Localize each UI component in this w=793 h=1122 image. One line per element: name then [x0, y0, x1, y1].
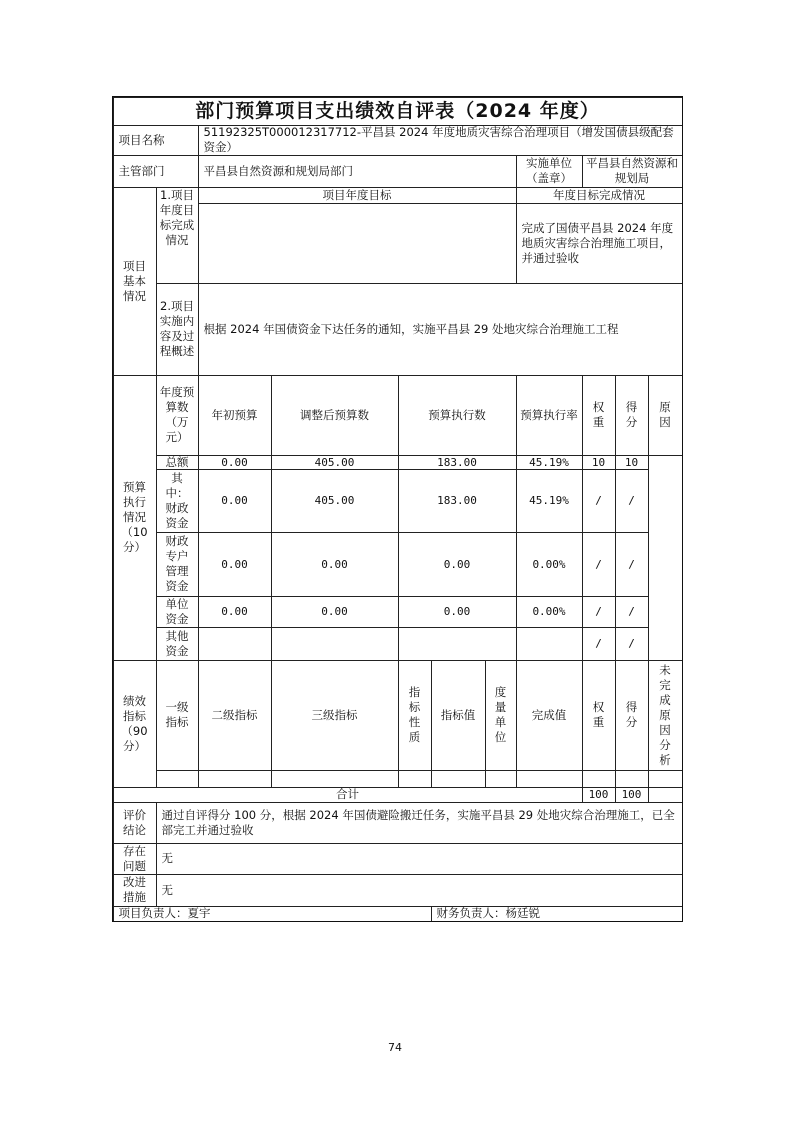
content-section-label: 2.项目实施内容及过程概述	[156, 283, 199, 376]
row-weight: /	[582, 469, 616, 533]
row-executed: 0.00	[398, 532, 517, 597]
dept-value: 平昌县自然资源和规划局部门	[198, 155, 517, 188]
perf-header-target: 指标值	[431, 660, 486, 771]
budget-header-weight: 权重	[582, 375, 616, 456]
row-rate: 45.19%	[516, 469, 583, 533]
finance-lead: 财务负责人：杨廷锐	[431, 906, 683, 922]
row-score: /	[615, 596, 649, 628]
row-adjusted: 0.00	[271, 532, 399, 597]
row-executed	[398, 627, 517, 661]
empty-cell	[516, 770, 583, 788]
row-weight: 10	[582, 455, 616, 470]
perf-header-score: 得分	[615, 660, 649, 771]
impl-unit-label: 实施单位（盖章）	[516, 155, 583, 188]
empty-cell	[485, 770, 517, 788]
measures-label: 改进措施	[113, 874, 157, 907]
row-score: 10	[615, 455, 649, 470]
row-adjusted: 0.00	[271, 596, 399, 628]
done-value: 完成了国债平昌县 2024 年度地质灾害综合治理施工项目，并通过验收	[516, 203, 683, 284]
row-executed: 183.00	[398, 469, 517, 533]
row-adjusted: 405.00	[271, 455, 399, 470]
empty-cell	[156, 770, 199, 788]
project-name-value: 51192325T000012317712-平昌县 2024 年度地质灾害综合治理项目（增发国债县级配套资金）	[198, 125, 683, 156]
budget-header-initial: 年初预算	[198, 375, 272, 456]
row-executed: 183.00	[398, 455, 517, 470]
empty-cell	[648, 770, 683, 788]
goal-header: 项目年度目标	[198, 187, 517, 204]
row-name: 总额	[156, 455, 199, 470]
row-initial	[198, 627, 272, 661]
measures-text: 无	[156, 874, 683, 907]
row-weight: /	[582, 627, 616, 661]
dept-label: 主管部门	[113, 155, 199, 188]
perf-header-weight: 权重	[582, 660, 616, 771]
total-reason	[648, 787, 683, 803]
row-rate: 0.00%	[516, 532, 583, 597]
issues-label: 存在问题	[113, 843, 157, 875]
row-initial: 0.00	[198, 596, 272, 628]
form-title: 部门预算项目支出绩效自评表（2024 年度）	[113, 97, 683, 126]
perf-header-level2: 二级指标	[198, 660, 272, 771]
done-header: 年度目标完成情况	[516, 187, 683, 204]
row-rate: 45.19%	[516, 455, 583, 470]
row-initial: 0.00	[198, 469, 272, 533]
row-score: /	[615, 627, 649, 661]
perf-header-actual: 完成值	[516, 660, 583, 771]
project-lead: 项目负责人：夏宇	[113, 906, 432, 922]
row-initial: 0.00	[198, 455, 272, 470]
row-initial: 0.00	[198, 532, 272, 597]
empty-cell	[198, 770, 272, 788]
row-weight: /	[582, 532, 616, 597]
row-adjusted: 405.00	[271, 469, 399, 533]
row-weight: /	[582, 596, 616, 628]
perf-header-level1: 一级指标	[156, 660, 199, 771]
perf-header-level3: 三级指标	[271, 660, 399, 771]
issues-text: 无	[156, 843, 683, 875]
row-name: 财政专户管理资金	[156, 532, 199, 597]
empty-cell	[398, 770, 432, 788]
row-name: 其中：财政资金	[156, 469, 199, 533]
budget-header-year: 年度预算数（万元）	[156, 375, 199, 456]
project-name-label: 项目名称	[113, 125, 199, 156]
total-label: 合计	[113, 787, 583, 803]
impl-unit-value: 平昌县自然资源和规划局	[582, 155, 683, 188]
budget-label: 预算执行情况（10分）	[113, 375, 157, 661]
perf-header-nature: 指标性质	[398, 660, 432, 771]
conclusion-text: 通过自评得分 100 分，根据 2024 年国债避险搬迁任务，实施平昌县 29 处地灾综合治理施工，已全部完工并通过验收	[156, 802, 683, 844]
page-number: 74	[388, 1041, 402, 1054]
row-name: 其他资金	[156, 627, 199, 661]
budget-header-score: 得分	[615, 375, 649, 456]
perf-header-unit: 度量单位	[485, 660, 517, 771]
budget-header-adjusted: 调整后预算数	[271, 375, 399, 456]
row-executed: 0.00	[398, 596, 517, 628]
total-score: 100	[615, 787, 649, 803]
empty-cell	[615, 770, 649, 788]
total-weight: 100	[582, 787, 616, 803]
goal-value	[198, 203, 517, 284]
row-name: 单位资金	[156, 596, 199, 628]
budget-reason-value	[648, 455, 683, 661]
row-score: /	[615, 469, 649, 533]
row-rate: 0.00%	[516, 596, 583, 628]
row-score: /	[615, 532, 649, 597]
row-adjusted	[271, 627, 399, 661]
row-rate	[516, 627, 583, 661]
empty-cell	[582, 770, 616, 788]
empty-cell	[431, 770, 486, 788]
budget-header-reason: 原因	[648, 375, 683, 456]
conclusion-label: 评价结论	[113, 802, 157, 844]
perf-label: 绩效指标（90分）	[113, 660, 157, 788]
content-value: 根据 2024 年国债资金下达任务的通知，实施平昌县 29 处地灾综合治理施工工程	[198, 283, 683, 376]
budget-header-executed: 预算执行数	[398, 375, 517, 456]
budget-header-rate: 预算执行率	[516, 375, 583, 456]
perf-header-reason: 未完成原因分析	[648, 660, 683, 771]
empty-cell	[271, 770, 399, 788]
basic-info-label: 项目基本情况	[113, 187, 157, 376]
goal-section-label: 1.项目年度目标完成情况	[156, 187, 199, 284]
